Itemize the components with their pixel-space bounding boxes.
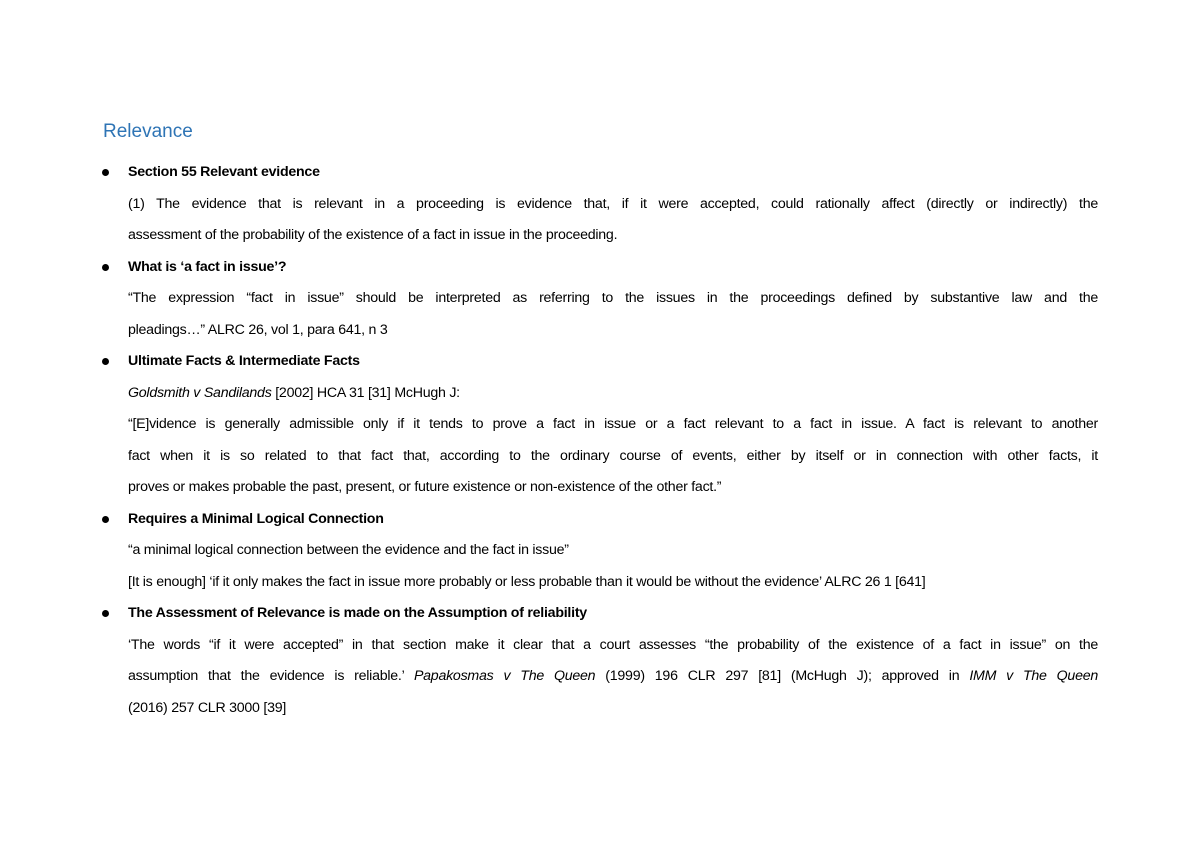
document-body (100, 157, 1098, 724)
list-item (100, 598, 1098, 724)
page-title: Relevance (103, 121, 193, 142)
bullet-icon (102, 610, 109, 617)
item-title-text: Ultimate Facts & Intermediate Facts (128, 353, 360, 369)
item-title (100, 346, 1098, 378)
item-title-text: Requires a Minimal Logical Connection (128, 510, 384, 527)
paragraph-line: “The expression “fact in issue” should be interpreted as referring to the issues in the proceedings defined by substantive law and the (128, 290, 1098, 306)
list-item (100, 504, 1098, 599)
paragraph-line: proves or makes probable the past, present, or future existence or non-existence of the other fact.” (128, 479, 722, 495)
list-item (100, 157, 1098, 252)
item-title (100, 252, 1098, 284)
item-title-text: The Assessment of Relevance is made on the Assumption of reliability (128, 605, 587, 621)
bullet-icon (102, 358, 109, 365)
case-name: Goldsmith v Sandilands (128, 384, 272, 401)
text-run: (1999) 196 CLR 297 [81] (McHugh J); approved in (595, 668, 970, 684)
paragraph-line: “[E]vidence is generally admissible only if it tends to prove a fact in issue or a fact relevant to a fact in issue. A fact is relevant to another (128, 416, 1098, 432)
paragraph-line: ‘The words “if it were accepted” in that section make it clear that a court assesses “the probability of the existence of a fact in issue” on the (128, 636, 1098, 653)
item-title (100, 504, 1098, 536)
item-title-text: What is ‘a fact in issue’? (128, 258, 287, 275)
paragraph-line: [It is enough] ‘if it only makes the fact in issue more probably or less probable than it would be without the evidence’ ALRC 26 1 [641] (128, 573, 926, 590)
item-title (100, 157, 1098, 189)
text-run: assumption that the evidence is reliable.’ (128, 668, 414, 684)
case-name: Papakosmas v The Queen (413, 668, 596, 684)
list-item (100, 252, 1098, 347)
item-title (100, 598, 1098, 630)
list-item (100, 346, 1098, 504)
paragraph-line: (1) The evidence that is relevant in a proceeding is evidence that, if it were accepted, could rationally affect (directly or indirectly) the (128, 195, 1098, 212)
paragraph-line: (2016) 257 CLR 3000 [39] (128, 699, 287, 716)
paragraph-line: assessment of the probability of the existence of a fact in issue in the proceeding. (128, 227, 618, 243)
paragraph-line: “a minimal logical connection between the evidence and the fact in issue” (128, 542, 569, 558)
paragraph-line (128, 661, 1098, 693)
case-reference: [2002] HCA 31 [31] McHugh J: (271, 384, 460, 401)
bullet-icon (102, 169, 109, 176)
case-citation (128, 378, 1098, 410)
paragraph-line: pleadings…” ALRC 26, vol 1, para 641, n 3 (128, 321, 388, 338)
item-title-text: Section 55 Relevant evidence (128, 164, 320, 180)
case-name: IMM v The Queen (969, 668, 1098, 684)
bullet-icon (102, 516, 109, 523)
bullet-icon (102, 264, 109, 271)
paragraph-line: fact when it is so related to that fact that, according to the ordinary course of events, either by itself or in connection with other facts, it (128, 447, 1098, 464)
